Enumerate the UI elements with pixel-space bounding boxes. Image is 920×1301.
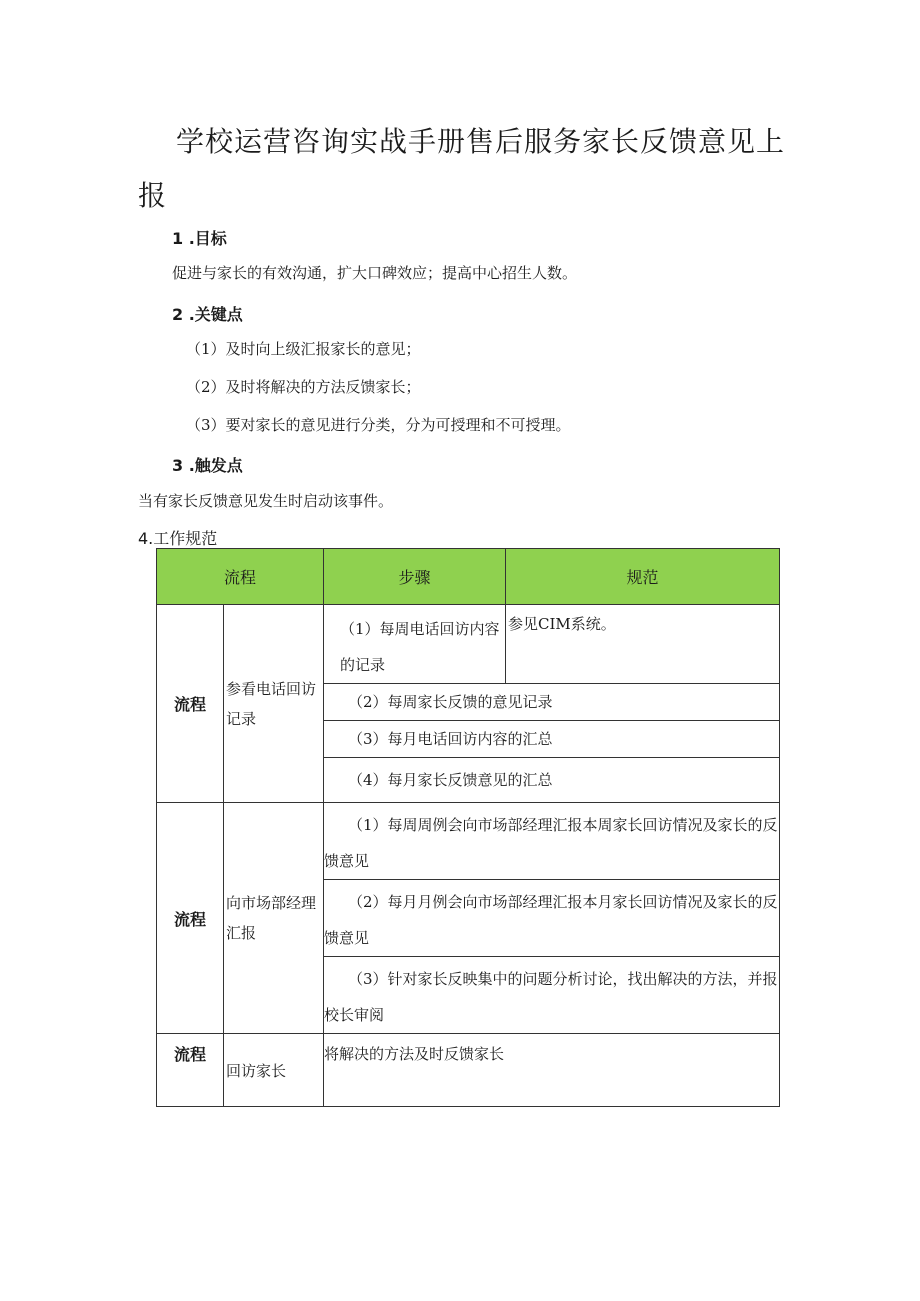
step-name-cell: 参看电话回访记录 <box>224 605 324 803</box>
flow-cell: 流程 <box>157 1034 224 1107</box>
table-row <box>157 605 780 684</box>
flow-cell: 流程 <box>157 803 224 1034</box>
section-heading-key-points: 2 .关键点 <box>172 305 243 324</box>
trigger-text: 当有家长反馈意见发生时启动该事件。 <box>138 492 394 510</box>
step-name-cell: 向市场部经理汇报 <box>224 803 324 1034</box>
header-spec: 规范 <box>506 549 780 605</box>
content-cell: 将解决的方法及时反馈家长 <box>324 1034 780 1107</box>
section-heading-goal: 1 .目标 <box>172 229 227 248</box>
document-title-line2: 报 <box>138 179 167 212</box>
section-heading-work-spec: 4.工作规范 <box>138 529 218 548</box>
content-cell: （4）每月家长反馈意见的汇总 <box>324 758 780 803</box>
step-cell: （1）每周电话回访内容的记录 <box>324 605 506 684</box>
content-cell: （2）每月月例会向市场部经理汇报本月家长回访情况及家长的反馈意见 <box>324 880 780 957</box>
key-point-item: （3）要对家长的意见进行分类，分为可授理和不可授理。 <box>186 416 571 434</box>
header-step: 步骤 <box>324 549 506 605</box>
goal-text: 促进与家长的有效沟通，扩大口碑效应；提高中心招生人数。 <box>172 264 578 282</box>
spec-cell: 参见CIM系统。 <box>506 605 780 684</box>
content-cell: （2）每周家长反馈的意见记录 <box>324 684 780 721</box>
document-title-line1: 学校运营咨询实战手册售后服务家长反馈意见上 <box>176 125 786 158</box>
key-point-item: （1）及时向上级汇报家长的意见； <box>186 340 421 358</box>
header-flow: 流程 <box>157 549 324 605</box>
step-name-cell: 回访家长 <box>224 1034 324 1107</box>
section-heading-trigger: 3 .触发点 <box>172 456 243 475</box>
content-cell: （1）每周周例会向市场部经理汇报本周家长回访情况及家长的反馈意见 <box>324 803 780 880</box>
key-point-item: （2）及时将解决的方法反馈家长； <box>186 378 421 396</box>
table-row <box>157 1034 780 1107</box>
work-spec-table <box>156 548 780 1107</box>
table-row <box>157 803 780 880</box>
flow-cell: 流程 <box>157 605 224 803</box>
content-cell: （3）针对家长反映集中的问题分析讨论，找出解决的方法，并报校长审阅 <box>324 957 780 1034</box>
content-cell: （3）每月电话回访内容的汇总 <box>324 721 780 758</box>
table-header-row <box>157 549 780 605</box>
